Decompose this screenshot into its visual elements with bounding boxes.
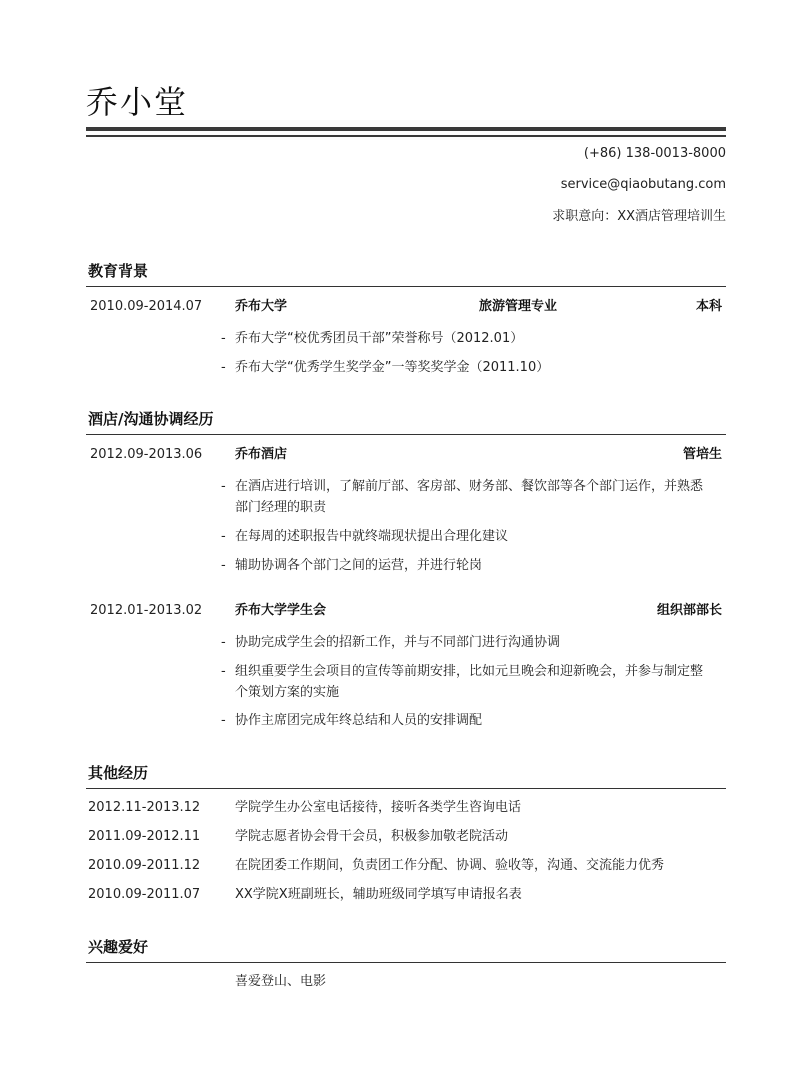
other-date: 2011.09-2012.11 (88, 829, 201, 844)
experience-bullet: - 组织重要学生会项目的宣传等前期安排，比如元旦晚会和迎新晚会，并参与制定整个策划方案的实施 (221, 664, 704, 700)
section-rule-hobbies (86, 962, 726, 963)
section-rule-experience (86, 434, 726, 435)
candidate-name: 乔小堂 (86, 83, 189, 121)
experience-role: 组织部部长 (656, 603, 722, 618)
job-objective: 求职意向：XX酒店管理培训生 (552, 209, 726, 224)
experience-role: 管培生 (682, 447, 722, 462)
section-title-education: 教育背景 (88, 262, 149, 280)
contact-email: service@qiaobutang.com (560, 177, 726, 192)
other-date: 2012.11-2013.12 (88, 800, 201, 815)
experience-date: 2012.01-2013.02 (90, 603, 203, 618)
section-title-other: 其他经历 (88, 764, 149, 782)
experience-bullet: - 在每周的述职报告中就终端现状提出合理化建议 (221, 529, 509, 544)
header-rule-thin (86, 135, 726, 137)
other-date: 2010.09-2011.07 (88, 887, 201, 902)
experience-date: 2012.09-2013.06 (90, 447, 203, 462)
education-bullet: - 乔布大学“校优秀团员干部”荣誉称号（2012.01） (221, 331, 524, 346)
education-date: 2010.09-2014.07 (90, 299, 203, 314)
other-text: 学院志愿者协会骨干会员，积极参加敬老院活动 (235, 829, 509, 844)
education-degree: 本科 (695, 299, 722, 314)
education-major: 旅游管理专业 (479, 299, 558, 314)
other-text: XX学院X班副班长，辅助班级同学填写申请报名表 (235, 887, 522, 902)
experience-org: 乔布酒店 (235, 447, 288, 462)
section-title-experience: 酒店/沟通协调经历 (88, 410, 214, 428)
header-rule-thick (86, 127, 726, 131)
experience-bullet: - 协助完成学生会的招新工作，并与不同部门进行沟通协调 (221, 635, 561, 650)
other-date: 2010.09-2011.12 (88, 858, 201, 873)
experience-bullet: - 在酒店进行培训，了解前厅部、客房部、财务部、餐饮部等各个部门运作，并熟悉部门经理的职责 (221, 479, 704, 515)
contact-phone: (+86) 138-0013-8000 (583, 146, 726, 161)
experience-org: 乔布大学学生会 (235, 603, 327, 618)
section-rule-education (86, 286, 726, 287)
experience-bullet: - 协作主席团完成年终总结和人员的安排调配 (221, 713, 483, 728)
other-text: 在院团委工作期间，负责团工作分配、协调、验收等，沟通、交流能力优秀 (235, 858, 665, 873)
hobbies-text: 喜爱登山、电影 (235, 974, 327, 989)
experience-bullet: - 辅助协调各个部门之间的运营，并进行轮岗 (221, 558, 483, 573)
section-title-hobbies: 兴趣爱好 (88, 938, 149, 956)
education-school: 乔布大学 (235, 299, 288, 314)
other-text: 学院学生办公室电话接待，接听各类学生咨询电话 (235, 800, 522, 815)
section-rule-other (86, 788, 726, 789)
education-bullet: - 乔布大学“优秀学生奖学金”一等奖奖学金（2011.10） (221, 360, 550, 375)
